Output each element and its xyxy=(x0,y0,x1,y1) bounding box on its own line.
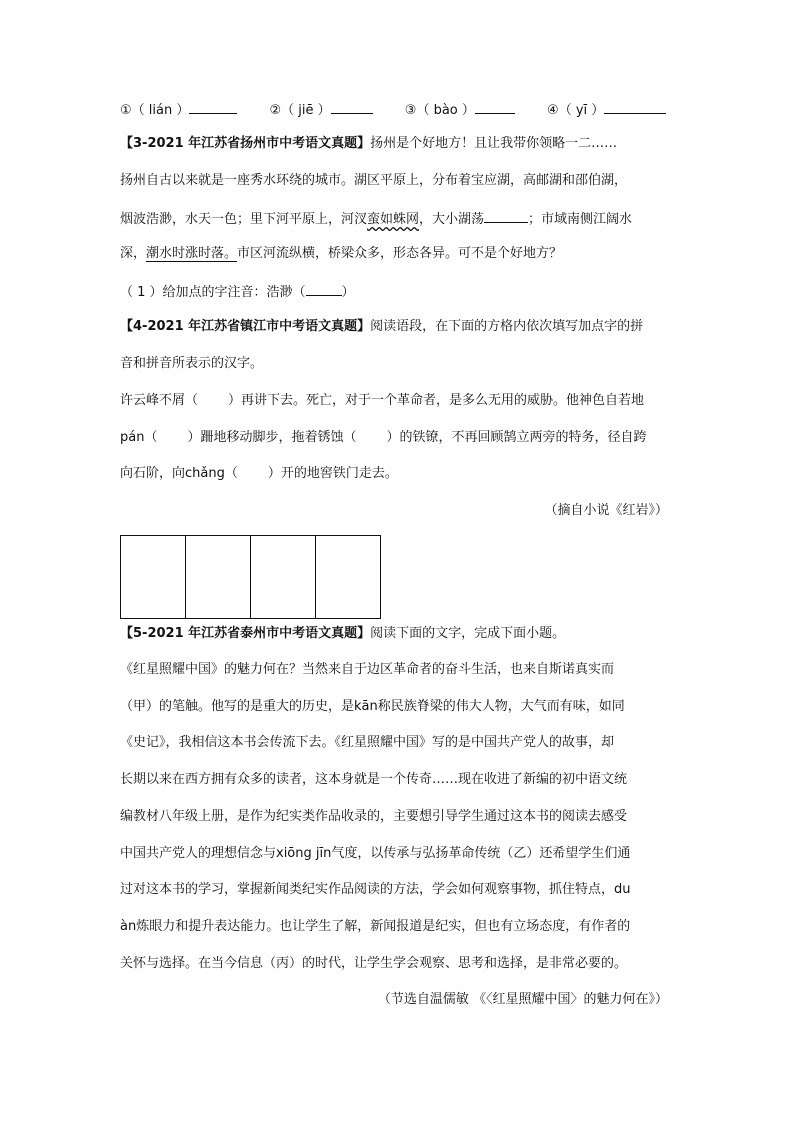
q3-wavy-phrase: 蛮如蛛网 xyxy=(367,212,420,227)
answer-cell-1[interactable] xyxy=(120,535,186,619)
q4-line-2: pán（ ）跚地移动脚步，拖着锈蚀（ ）的铁镣，不再回顾鹄立两旁的特务，径自跨 xyxy=(120,430,647,445)
q5-line: àn炼眼力和提升表达能力。也让学生了解，新闻报道是纪实，但也有立场态度，有作者的 xyxy=(120,919,631,934)
q5-line: 编教材八年级上册，是作为纪实类作品收录的，主要想引导学生通过这本书的阅读去感受 xyxy=(120,809,628,824)
q3-blank[interactable] xyxy=(484,209,528,223)
q4-title: 【4-2021 年江苏省镇江市中考语文真题】 xyxy=(120,319,371,334)
q3-line-1: 扬州自古以来就是一座秀水环绕的城市。湖区平原上，分布着宝应湖，高邮湖和邵伯湖， xyxy=(120,173,628,188)
q4-source: （摘自小说《红岩》） xyxy=(544,503,668,518)
answer-blank-4[interactable] xyxy=(604,100,666,114)
q3-line-2: 烟波浩渺，水天一色；里下河平原上，河汊蛮如蛛网，大小湖荡 ；市域南侧江阔水 xyxy=(120,209,632,229)
q5-intro: 阅读下面的文字，完成下面小题。 xyxy=(370,626,566,641)
q4-intro-2: 音和拼音所表示的汉字。 xyxy=(120,356,264,371)
q3-intro: 扬州是个好地方！且让我带你领略一二…… xyxy=(370,136,618,151)
option-2: ②（ jiē ） xyxy=(270,100,373,120)
option-1: ①（ lián ） xyxy=(120,100,237,120)
q5-line: 长期以来在西方拥有众多的读者，这本身就是一个传奇……现在收进了新编的初中语文统 xyxy=(120,772,628,787)
option-4: ④（ yī ） xyxy=(547,100,666,120)
q5-line: 《史记》，我相信这本书会传流下去。《红星照耀中国》写的是中国共产党人的故事，却 xyxy=(120,735,615,750)
q5-line: （甲）的笔触。他写的是重大的历史，是kān称民族脊梁的伟大人物，大气而有味，如同 xyxy=(120,699,625,714)
q5-line: 关怀与选择。在当今信息（丙）的时代，让学生学会观察、思考和选择，是非常必要的。 xyxy=(120,956,628,971)
q4-header xyxy=(120,318,643,336)
q5-header xyxy=(120,625,565,643)
answer-blank-1[interactable] xyxy=(189,100,237,114)
answer-blank-2[interactable] xyxy=(331,100,373,114)
q5-line: 过对这本书的学习，掌握新闻类纪实作品阅读的方法，学会如何观察事物，抓住特点，du xyxy=(120,882,631,897)
q3-line-3: 深，潮水时涨时落。市区河流纵横，桥梁众多，形态各异。可不是个好地方？ xyxy=(120,246,563,261)
answer-cell-4[interactable] xyxy=(315,535,381,619)
q5-title: 【5-2021 年江苏省泰州市中考语文真题】 xyxy=(120,626,371,641)
q3-sub1: （ 1 ）给加点的字注音：浩渺（ ） xyxy=(120,282,355,302)
answer-grid xyxy=(120,535,380,619)
q5-source: （节选自温儒敏 《〈红星照耀中国〉的魅力何在》） xyxy=(377,992,668,1007)
answer-cell-2[interactable] xyxy=(185,535,251,619)
q4-intro: 阅读语段，在下面的方格内依次填写加点字的拼 xyxy=(370,319,644,334)
q4-line-3: 向石阶，向chǎng（ ）开的地窖铁门走去。 xyxy=(120,466,398,481)
option-3: ③（ bào ） xyxy=(405,100,515,120)
q3-header xyxy=(120,135,617,153)
q4-line-1: 许云峰不屑（ ）再讲下去。死亡，对于一个革命者，是多么无用的威胁。他神色自若地 xyxy=(120,393,645,408)
q3-underlined-phrase: 潮水时涨时落。 xyxy=(146,246,238,261)
answer-blank-3[interactable] xyxy=(475,100,515,114)
answer-cell-3[interactable] xyxy=(250,535,316,619)
pinyin-options-row xyxy=(120,100,666,120)
q3-title: 【3-2021 年江苏省扬州市中考语文真题】 xyxy=(120,136,371,151)
q5-line: 《红星照耀中国》的魅力何在？当然来自于边区革命者的奋斗生活，也来自斯诺真实而 xyxy=(120,662,615,677)
q3-sub1-blank[interactable] xyxy=(306,282,342,296)
q5-line: 中国共产党人的理想信念与xiōng jīn气度，以传承与弘扬革命传统（乙）还希望学生们通 xyxy=(120,846,631,861)
